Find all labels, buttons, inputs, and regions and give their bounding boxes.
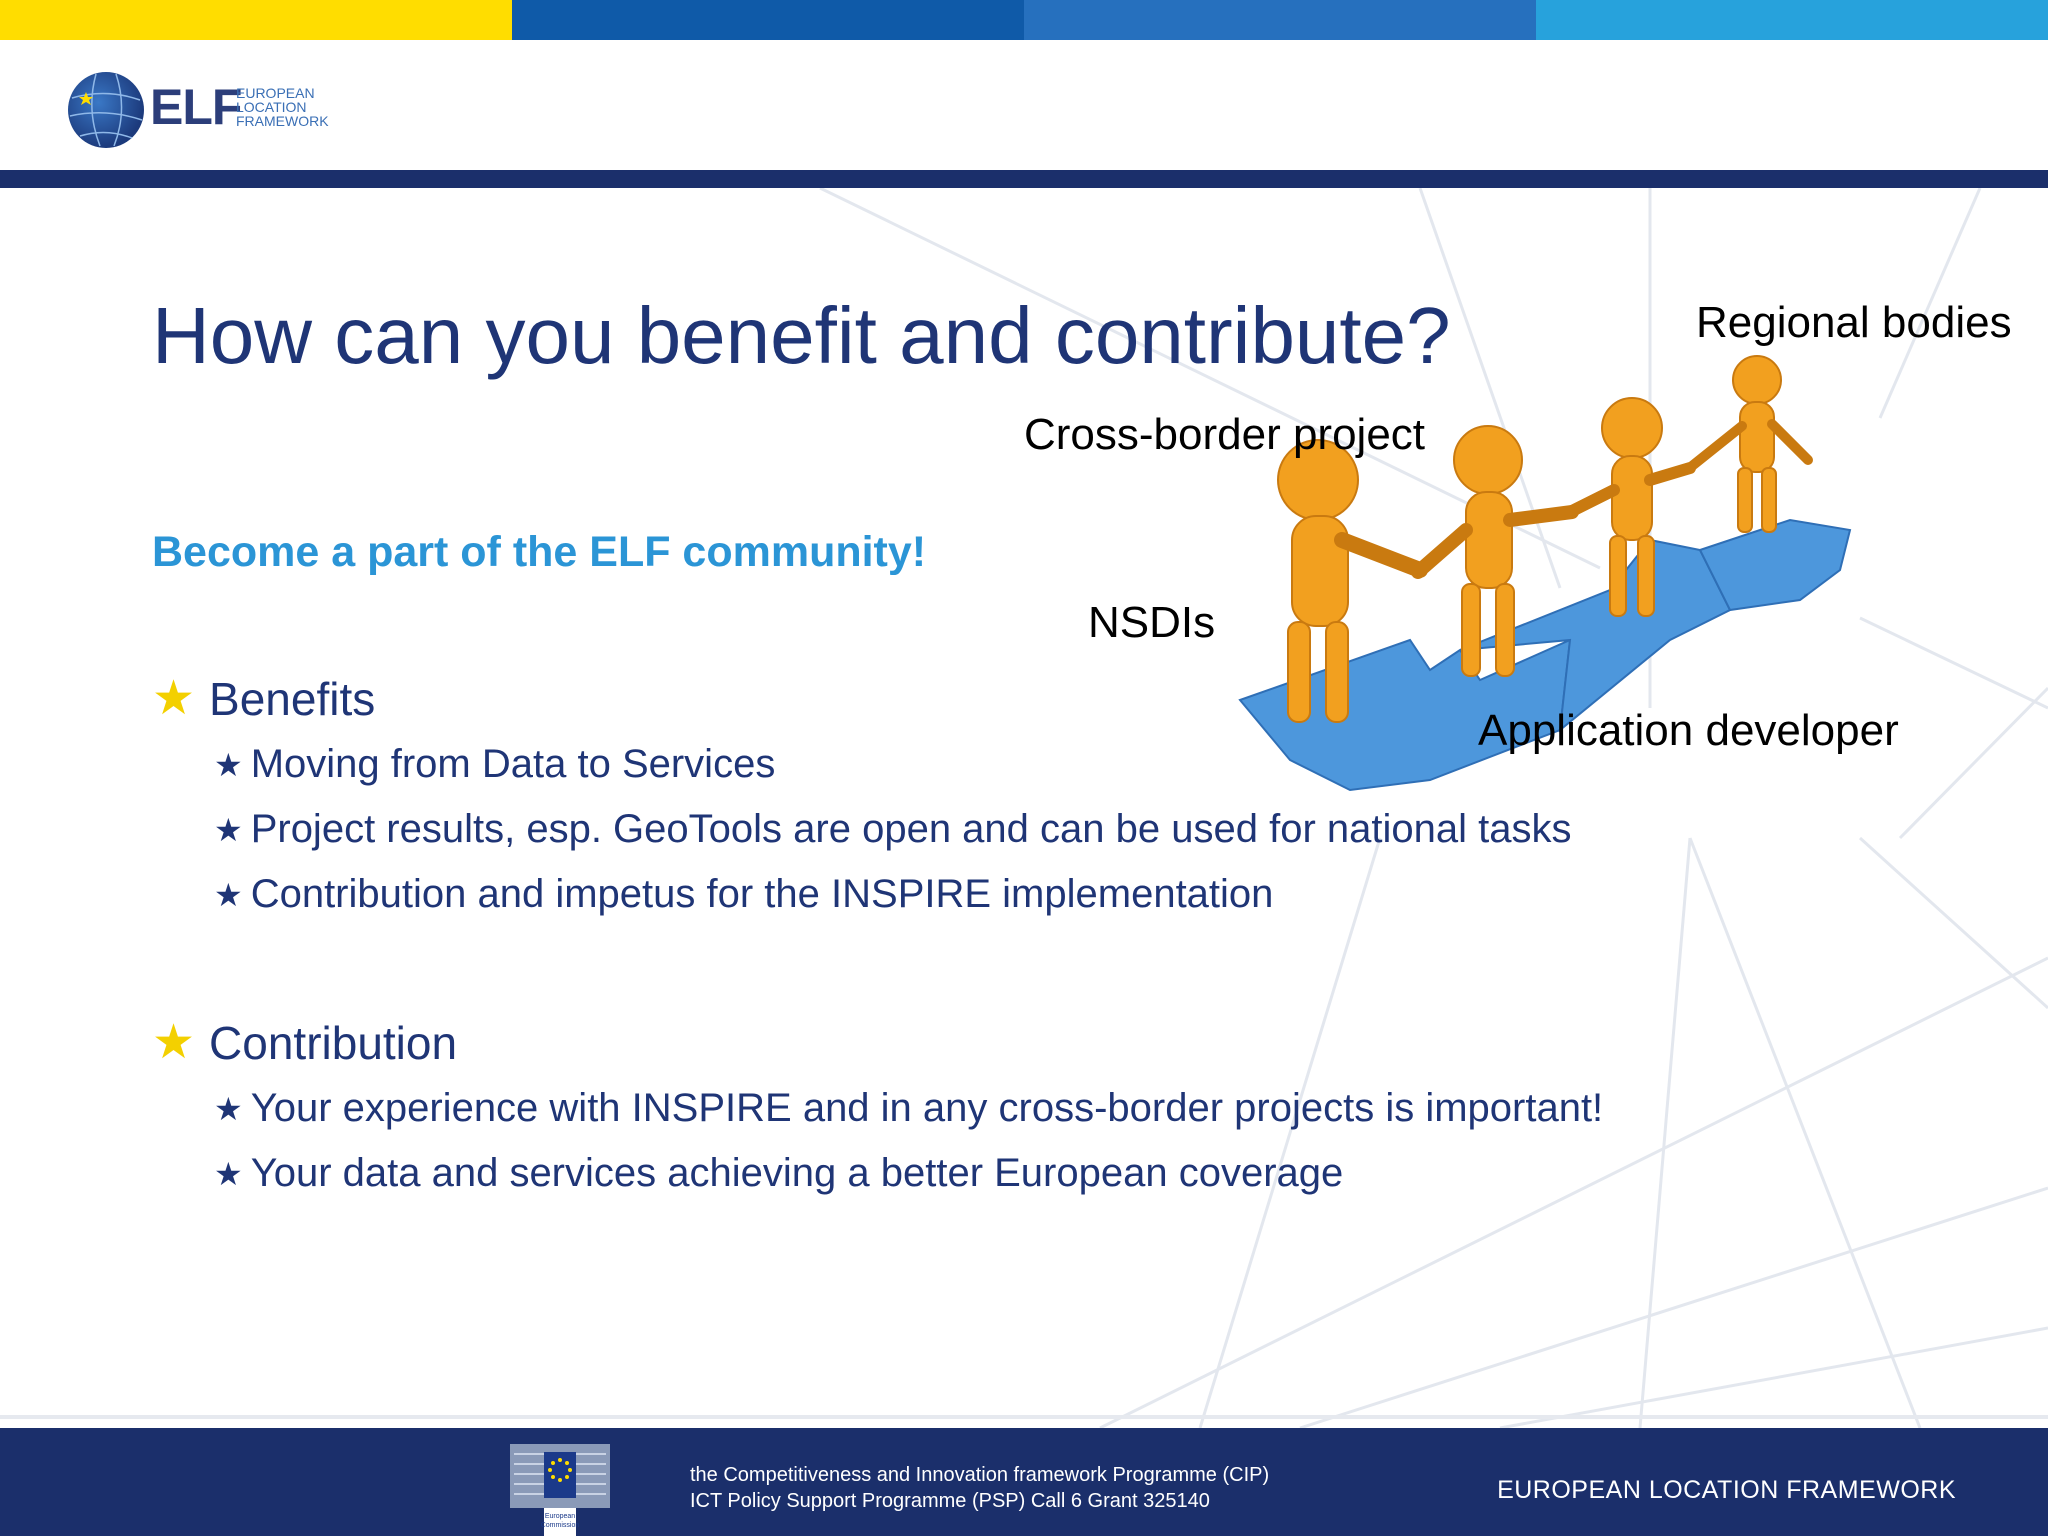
list-item: ★ Contribution and impetus for the INSPIRE implementation: [214, 872, 1274, 916]
slide-title: How can you benefit and contribute?: [152, 291, 1451, 380]
contribution-section: [152, 1016, 1604, 1195]
footer-rule: [0, 1415, 2048, 1419]
list-item: ★ Moving from Data to Services: [214, 742, 776, 786]
label-cross-border-project: Cross-border project: [1024, 410, 1426, 459]
list-item: ★ Project results, esp. GeoTools are open and can be used for national tasks: [214, 807, 1572, 851]
star-icon: ★: [214, 811, 243, 848]
footer: [0, 1428, 2048, 1536]
contribution-heading: ★ Contribution: [152, 1016, 458, 1069]
header-rule: [0, 170, 2048, 188]
star-icon: ★: [214, 1155, 243, 1192]
benefits-heading: ★ Benefits: [152, 672, 376, 725]
top-stripe-yellow: [0, 0, 512, 40]
logo-text: ELF: [150, 79, 242, 135]
top-stripe-blue-dark: [512, 0, 1024, 40]
label-regional-bodies: Regional bodies: [1696, 298, 2012, 347]
label-application-developer: Application developer: [1478, 706, 1899, 755]
slide-subtitle: Become a part of the ELF community!: [152, 528, 927, 576]
ec-logo-caption-2: Commission: [540, 1522, 580, 1529]
logo-subtitle: EUROPEAN LOCATION FRAMEWORK: [236, 85, 329, 129]
star-icon: ★: [152, 1016, 196, 1069]
ec-logo-caption-1: European: [544, 1513, 576, 1520]
globe-icon: [66, 70, 146, 150]
benefits-section: [152, 672, 1572, 916]
star-icon: ★: [214, 746, 243, 783]
footer-programme-line: the Competitiveness and Innovation framework Programme (CIP): [690, 1464, 1270, 1486]
european-commission-logo: [510, 1434, 610, 1536]
star-icon: ★: [214, 1090, 243, 1127]
list-item: ★ Your experience with INSPIRE and in any cross-border projects is important!: [214, 1086, 1604, 1130]
top-stripe-blue-light: [1536, 0, 2048, 40]
top-stripe-blue-mid: [1024, 0, 1536, 40]
label-nsdis: NSDIs: [1088, 598, 1216, 647]
star-icon: ★: [152, 672, 196, 725]
star-icon: ★: [214, 876, 243, 913]
footer-grant-line: ICT Policy Support Programme (PSP) Call 6 Grant 325140: [690, 1490, 1210, 1512]
list-item: ★ Your data and services achieving a better European coverage: [214, 1151, 1344, 1195]
elf-logo: [66, 68, 336, 154]
footer-project-name: EUROPEAN LOCATION FRAMEWORK: [1497, 1476, 1956, 1504]
